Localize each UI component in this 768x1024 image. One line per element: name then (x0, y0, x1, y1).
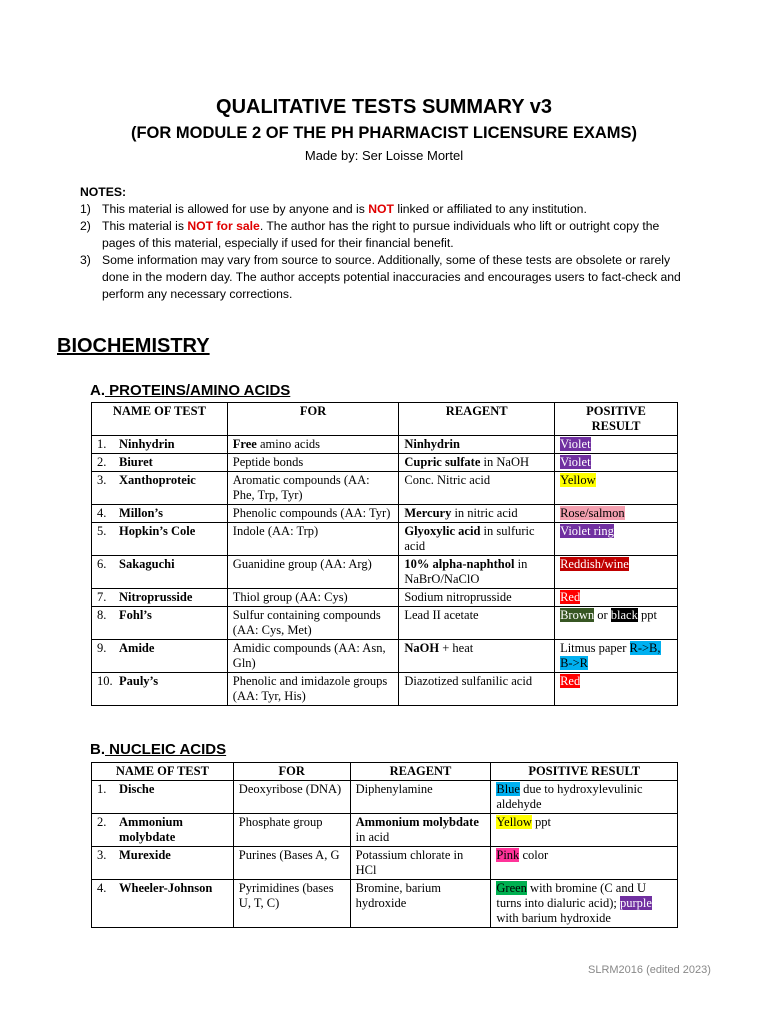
note-number: 1) (80, 202, 91, 216)
test-name: Dische (119, 782, 155, 796)
heading-prefix: A. (90, 382, 105, 399)
result-cell (555, 436, 678, 454)
test-name-cell (92, 781, 234, 814)
test-name: Nitroprusside (119, 590, 193, 604)
for-cell (227, 472, 399, 505)
row-number: 2. (97, 815, 107, 829)
row-number: 4. (97, 506, 107, 520)
heading-label: NUCLEIC ACIDS (105, 741, 227, 758)
for-cell (227, 505, 399, 523)
reagent-text: in nitric acid (451, 506, 518, 520)
column-header: POSITIVE RESULT (555, 403, 678, 436)
table-row (92, 523, 678, 556)
reagent-cell: Potassium chlorate in HCl (350, 847, 491, 880)
reagent-cell (399, 523, 555, 556)
test-name: Millon’s (119, 506, 163, 520)
section-title: BIOCHEMISTRY (57, 335, 210, 357)
table-row (92, 505, 678, 523)
for-text: Aromatic compounds (AA: Phe, Trp, Tyr) (232, 473, 370, 502)
table-row (92, 847, 678, 880)
column-header: NAME OF TEST (92, 763, 234, 781)
for-cell (227, 523, 399, 556)
result-cell (555, 589, 678, 607)
note-text (102, 218, 684, 252)
note-item (80, 252, 684, 303)
result-text: with barium hydroxide (496, 911, 611, 925)
reagent-bold: 10% alpha-naphthol (404, 557, 515, 571)
result-cell (555, 454, 678, 472)
row-number: 3. (97, 848, 107, 862)
result-highlight: Violet (560, 437, 591, 451)
document-subtitle: (FOR MODULE 2 OF THE PH PHARMACIST LICENSURE EXAMS) (130, 124, 637, 142)
result-highlight: Violet (560, 455, 591, 469)
result-cell (555, 673, 678, 706)
notes-heading: NOTES: (80, 185, 127, 199)
test-name-cell (92, 814, 234, 847)
result-highlight: Brown (560, 608, 595, 622)
table-row (92, 814, 678, 847)
reagent-cell (399, 589, 555, 607)
row-number: 2. (97, 455, 107, 469)
footer-text: SLRM2016 (edited 2023) (588, 964, 711, 976)
result-cell (555, 556, 678, 589)
proteins-table (91, 402, 678, 706)
test-name: Wheeler-Johnson (119, 881, 213, 895)
result-cell (491, 847, 678, 880)
for-cell (227, 673, 399, 706)
test-name-cell (92, 436, 228, 454)
table-row (92, 589, 678, 607)
for-cell (227, 607, 399, 640)
result-highlight: R->B, (629, 641, 661, 655)
table-row (92, 673, 678, 706)
test-name-cell (92, 607, 228, 640)
for-text: Peptide bonds (232, 455, 304, 469)
row-number: 1. (97, 782, 107, 796)
result-text: color (519, 848, 549, 862)
result-text: or (594, 608, 611, 622)
note-item (80, 201, 684, 218)
test-name-cell (92, 847, 234, 880)
note-number: 3) (80, 253, 91, 267)
test-name-cell (92, 880, 234, 928)
reagent-cell (350, 814, 491, 847)
reagent-text: in acid (355, 830, 390, 844)
result-highlight: Red (560, 674, 581, 688)
result-cell (555, 607, 678, 640)
row-number: 9. (97, 641, 107, 655)
reagent-bold: Glyoxylic acid (404, 524, 481, 538)
result-highlight: Reddish/wine (560, 557, 629, 571)
for-text: Guanidine group (AA: Arg) (232, 557, 372, 571)
heading-label: PROTEINS/AMINO ACIDS (105, 382, 291, 399)
for-text: Phenolic and imidazole groups (AA: Tyr, His) (232, 674, 388, 703)
reagent-text: in sulfuric acid (404, 524, 535, 553)
table-row (92, 880, 678, 928)
note-text (102, 201, 684, 218)
for-cell: Phosphate group (233, 814, 350, 847)
test-name: Murexide (119, 848, 171, 862)
row-number: 5. (97, 524, 107, 538)
for-cell (227, 640, 399, 673)
result-highlight: Green (496, 881, 527, 895)
for-cell (227, 436, 399, 454)
row-number: 10. (97, 674, 113, 688)
document-title: QUALITATIVE TESTS SUMMARY v3 (216, 96, 552, 118)
column-header: NAME OF TEST (92, 403, 228, 436)
result-cell (491, 814, 678, 847)
result-text: with bromine (C and U turns into dialuric acid); (496, 881, 647, 910)
row-number: 6. (97, 557, 107, 571)
row-number: 3. (97, 473, 107, 487)
note-text-part: . The author has the right to pursue individuals who lift or outright copy the pages of this material, especially if used for their financial benefit. (102, 219, 660, 250)
test-name-cell (92, 505, 228, 523)
table-row (92, 436, 678, 454)
result-text: Litmus paper (560, 641, 630, 655)
reagent-cell (399, 607, 555, 640)
test-name: Sakaguchi (119, 557, 175, 571)
nucleic-heading (90, 741, 226, 758)
row-number: 8. (97, 608, 107, 622)
test-name-cell (92, 472, 228, 505)
nucleic-table (91, 762, 678, 928)
column-header: FOR (227, 403, 399, 436)
row-number: 4. (97, 881, 107, 895)
result-highlight: Red (560, 590, 581, 604)
column-header: REAGENT (399, 403, 555, 436)
reagent-cell (399, 436, 555, 454)
for-cell (227, 556, 399, 589)
note-text-part: This material is allowed for use by anyone and is (102, 202, 369, 216)
reagent-cell (399, 454, 555, 472)
for-text: Indole (AA: Trp) (232, 524, 319, 538)
test-name-cell (92, 640, 228, 673)
proteins-table-body (92, 436, 678, 706)
for-text: Sulfur containing compounds (AA: Cys, Met) (232, 608, 381, 637)
test-name: Biuret (119, 455, 153, 469)
note-text (102, 252, 684, 303)
result-highlight: Yellow (496, 815, 532, 829)
author-line: Made by: Ser Loisse Mortel (304, 148, 464, 163)
for-cell (227, 454, 399, 472)
test-name-cell (92, 589, 228, 607)
result-cell (491, 781, 678, 814)
reagent-bold: Ammonium molybdate (355, 815, 479, 829)
for-cell (227, 589, 399, 607)
result-cell (555, 505, 678, 523)
reagent-cell (399, 556, 555, 589)
test-name: Ninhydrin (119, 437, 175, 451)
reagent-text: Sodium nitroprusside (404, 590, 512, 604)
for-cell: Purines (Bases A, G (233, 847, 350, 880)
for-text: amino acids (256, 437, 321, 451)
test-name: Fohl’s (119, 608, 152, 622)
test-name: Amide (119, 641, 155, 655)
table-row (92, 607, 678, 640)
result-cell (555, 640, 678, 673)
for-text: Amidic compounds (AA: Asn, Gln) (232, 641, 386, 670)
heading-prefix: B. (90, 741, 105, 758)
table-header-row (92, 763, 678, 781)
result-highlight: black (610, 608, 638, 622)
result-text: ppt (531, 815, 552, 829)
reagent-text: Conc. Nitric acid (404, 473, 491, 487)
proteins-heading (90, 382, 290, 399)
test-name: Hopkin’s Cole (119, 524, 196, 538)
reagent-text: in NaOH (480, 455, 530, 469)
result-cell (555, 472, 678, 505)
reagent-cell: Diphenylamine (350, 781, 491, 814)
result-highlight: Pink (496, 848, 520, 862)
result-highlight: Yellow (560, 473, 596, 487)
table-row (92, 781, 678, 814)
reagent-bold: Mercury (404, 506, 452, 520)
reagent-text: Diazotized sulfanilic acid (404, 674, 533, 688)
row-number: 7. (97, 590, 107, 604)
test-name-cell (92, 454, 228, 472)
reagent-cell (399, 640, 555, 673)
table-row (92, 454, 678, 472)
reagent-bold: NaOH (404, 641, 440, 655)
result-cell (491, 880, 678, 928)
result-highlight: B->R (560, 656, 588, 670)
reagent-text: + heat (439, 641, 474, 655)
reagent-cell (399, 505, 555, 523)
for-text: Thiol group (AA: Cys) (232, 590, 348, 604)
for-cell: Deoxyribose (DNA) (233, 781, 350, 814)
result-highlight: Violet ring (560, 524, 614, 538)
reagent-bold: Ninhydrin (404, 437, 460, 451)
result-highlight: Blue (496, 782, 520, 796)
row-number: 1. (97, 437, 107, 451)
note-emphasis: NOT for sale (187, 219, 260, 233)
reagent-bold: Cupric sulfate (404, 455, 481, 469)
result-highlight: purple (619, 896, 652, 910)
column-header: REAGENT (350, 763, 491, 781)
note-number: 2) (80, 219, 91, 233)
result-highlight: Rose/salmon (560, 506, 625, 520)
note-text-part: linked or affiliated to any institution. (393, 202, 587, 216)
reagent-cell (399, 673, 555, 706)
note-text-part: This material is (102, 219, 188, 233)
reagent-cell (399, 472, 555, 505)
test-name: Ammonium molybdate (119, 815, 183, 844)
result-text: due to hydroxylevulinic aldehyde (496, 782, 643, 811)
column-header: POSITIVE RESULT (491, 763, 678, 781)
note-text-part: Some information may vary from source to source. Additionally, some of these tests are obsolete or rarely done in the modern day. The author accepts potential inaccuracies and encourages users to fact-check and perform any necessary corrections. (102, 253, 681, 301)
result-cell (555, 523, 678, 556)
reagent-text: Lead II acetate (404, 608, 479, 622)
column-header: FOR (233, 763, 350, 781)
table-row (92, 640, 678, 673)
notes-block (80, 184, 684, 303)
for-bold: Free (232, 437, 257, 451)
table-row (92, 472, 678, 505)
test-name-cell (92, 523, 228, 556)
table-row (92, 556, 678, 589)
test-name-cell (92, 673, 228, 706)
for-text: Phenolic compounds (AA: Tyr) (232, 506, 391, 520)
note-item (80, 218, 684, 252)
result-text: ppt (637, 608, 657, 622)
for-cell: Pyrimidines (bases U, T, C) (233, 880, 350, 928)
test-name-cell (92, 556, 228, 589)
table-header-row (92, 403, 678, 436)
note-emphasis: NOT (368, 202, 394, 216)
test-name: Pauly’s (119, 674, 159, 688)
reagent-text: in NaBrO/NaClO (404, 557, 528, 586)
test-name: Xanthoproteic (119, 473, 196, 487)
reagent-cell: Bromine, barium hydroxide (350, 880, 491, 928)
